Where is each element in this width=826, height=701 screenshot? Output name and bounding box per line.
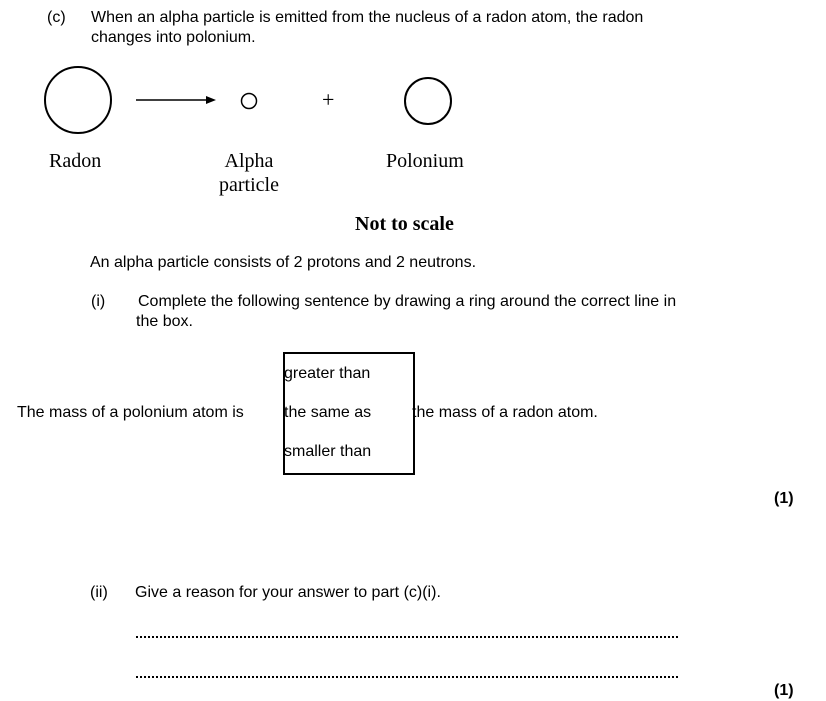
part-c-text-line2: changes into polonium.: [91, 29, 256, 46]
option-smaller-than[interactable]: smaller than: [284, 443, 372, 460]
polonium-nucleus: [405, 78, 451, 124]
part-c-text-line1: When an alpha particle is emitted from the nucleus of a radon atom, the radon: [91, 9, 644, 26]
alpha-particle-statement: An alpha particle consists of 2 protons and 2 neutrons.: [90, 254, 477, 271]
answer-line-1[interactable]: [136, 636, 678, 638]
alpha-particle: [242, 94, 257, 109]
mark-part-i: (1): [774, 490, 794, 507]
part-i-label: (i): [91, 293, 106, 310]
part-i-text-line2: the box.: [136, 313, 193, 330]
radon-nucleus: [45, 67, 111, 133]
plus-sign: +: [322, 87, 335, 112]
reaction-arrow-head: [206, 96, 216, 104]
not-to-scale-note: Not to scale: [355, 213, 454, 235]
alpha-label-line2: particle: [219, 174, 279, 196]
decay-diagram: [0, 0, 826, 150]
part-i-text-line1: Complete the following sentence by drawing a ring around the correct line in: [138, 293, 677, 310]
answer-line-2[interactable]: [136, 676, 678, 678]
alpha-label-line1: Alpha: [224, 150, 274, 172]
sentence-before: The mass of a polonium atom is: [17, 404, 244, 421]
option-the-same-as[interactable]: the same as: [284, 404, 372, 421]
mark-part-ii: (1): [774, 682, 794, 699]
part-c-label: (c): [47, 9, 66, 26]
radon-label: Radon: [49, 150, 102, 172]
sentence-after: the mass of a radon atom.: [412, 404, 598, 421]
option-greater-than[interactable]: greater than: [284, 365, 371, 382]
part-ii-label: (ii): [90, 584, 108, 601]
polonium-label: Polonium: [386, 150, 464, 172]
part-ii-prompt: Give a reason for your answer to part (c)(i).: [135, 584, 441, 601]
